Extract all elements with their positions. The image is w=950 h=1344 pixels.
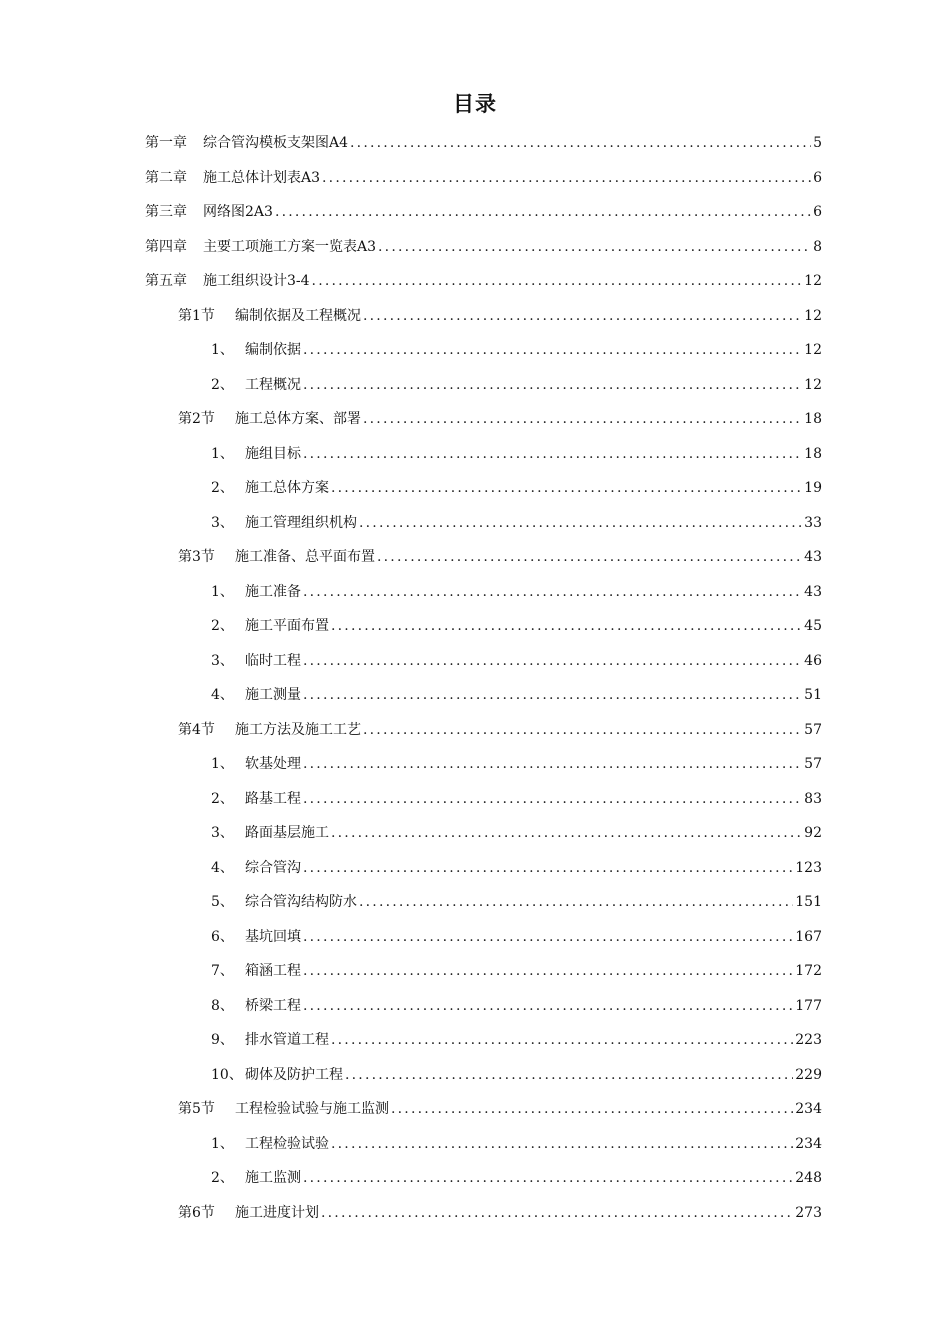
toc-entry-title: 编制依据及工程概况 bbox=[235, 307, 361, 324]
toc-entry-page: 19 bbox=[804, 480, 822, 496]
toc-entry-number: 第五章 bbox=[145, 273, 187, 289]
toc-entry[interactable] bbox=[0, 195, 950, 230]
toc-entry-number: 第2节 bbox=[178, 411, 215, 427]
toc-entry-title: 工程检验试验与施工监测 bbox=[235, 1101, 389, 1117]
toc-entry-page: 8 bbox=[813, 238, 822, 255]
toc-entry-page: 167 bbox=[795, 928, 822, 945]
toc-entry-title: 工程概况 bbox=[245, 376, 301, 393]
toc-entry[interactable] bbox=[0, 333, 950, 368]
toc-entry[interactable] bbox=[0, 575, 950, 610]
toc-entry-title: 基坑回填 bbox=[245, 928, 301, 945]
toc-entry-page: 12 bbox=[804, 376, 822, 393]
toc-entry-number: 1、 bbox=[211, 583, 234, 600]
toc-entry-title: 主要工项施工方案一览表A3 bbox=[203, 238, 377, 255]
toc-entry-number: 第二章 bbox=[145, 169, 187, 186]
toc-entry-page: 6 bbox=[813, 204, 822, 220]
toc-entry-title: 施工管理组织机构 bbox=[245, 514, 357, 531]
toc-entry-page: 51 bbox=[804, 687, 822, 703]
toc-entry-page: 18 bbox=[804, 411, 822, 427]
toc-entry-number: 第4节 bbox=[178, 721, 215, 738]
toc-entry-title: 工程检验试验 bbox=[245, 1135, 329, 1152]
toc-entry-number: 9、 bbox=[211, 1032, 234, 1048]
toc-entry-number: 第1节 bbox=[178, 307, 215, 324]
toc-entry-page: 151 bbox=[795, 894, 822, 910]
toc-dot-leader bbox=[303, 1161, 793, 1196]
table-of-contents bbox=[0, 126, 950, 1230]
toc-entry-number: 1、 bbox=[211, 756, 234, 772]
toc-entry[interactable] bbox=[0, 989, 950, 1024]
toc-dot-leader bbox=[377, 540, 802, 575]
toc-dot-leader bbox=[331, 816, 802, 851]
toc-entry-number: 1、 bbox=[211, 445, 234, 462]
toc-entry-page: 43 bbox=[804, 583, 822, 600]
toc-entry-page: 45 bbox=[804, 618, 822, 634]
toc-entry-page: 123 bbox=[795, 859, 822, 876]
toc-entry-page: 92 bbox=[804, 825, 822, 841]
toc-entry[interactable] bbox=[0, 747, 950, 782]
toc-entry-title: 施工准备 bbox=[245, 583, 301, 600]
toc-entry-title: 桥梁工程 bbox=[245, 997, 301, 1014]
toc-entry[interactable] bbox=[0, 816, 950, 851]
toc-entry-number: 第6节 bbox=[178, 1204, 215, 1221]
toc-entry-title: 网络图2A3 bbox=[203, 204, 273, 220]
toc-entry-title: 编制依据 bbox=[245, 342, 301, 358]
toc-entry-number: 2、 bbox=[211, 376, 234, 393]
toc-entry-number: 第四章 bbox=[145, 238, 187, 255]
toc-entry-title: 施工总体计划表A3 bbox=[203, 169, 321, 186]
toc-title: 目录 bbox=[453, 92, 497, 116]
toc-entry-page: 273 bbox=[795, 1204, 822, 1221]
toc-dot-leader bbox=[363, 402, 802, 437]
toc-entry-number: 1、 bbox=[211, 342, 234, 358]
toc-entry[interactable] bbox=[0, 1092, 950, 1127]
toc-entry[interactable] bbox=[0, 885, 950, 920]
toc-entry-title: 施工组织设计3-4 bbox=[203, 273, 310, 289]
toc-entry[interactable] bbox=[0, 1023, 950, 1058]
toc-entry[interactable] bbox=[0, 1161, 950, 1196]
toc-dot-leader bbox=[359, 506, 802, 541]
toc-entry-title: 综合管沟 bbox=[245, 859, 301, 876]
toc-entry[interactable] bbox=[0, 506, 950, 541]
toc-dot-leader bbox=[303, 644, 802, 679]
toc-entry[interactable] bbox=[0, 678, 950, 713]
toc-dot-leader bbox=[303, 575, 802, 610]
toc-dot-leader bbox=[275, 195, 811, 230]
toc-entry-number: 3、 bbox=[211, 652, 234, 669]
toc-entry[interactable] bbox=[0, 851, 950, 886]
toc-entry[interactable] bbox=[0, 1058, 950, 1093]
toc-dot-leader bbox=[303, 678, 802, 713]
toc-entry-title: 路基工程 bbox=[245, 790, 301, 807]
toc-entry-number: 3、 bbox=[211, 514, 234, 531]
toc-entry-title: 综合管沟模板支架图A4 bbox=[203, 135, 349, 151]
toc-entry-title: 施工准备、总平面布置 bbox=[235, 549, 375, 565]
toc-dot-leader bbox=[303, 437, 802, 472]
toc-entry-number: 8、 bbox=[211, 997, 234, 1014]
toc-dot-leader bbox=[391, 1092, 793, 1127]
toc-dot-leader bbox=[303, 333, 802, 368]
toc-entry-page: 5 bbox=[813, 135, 822, 151]
toc-entry-page: 6 bbox=[813, 169, 822, 186]
toc-entry-number: 10、 bbox=[211, 1066, 243, 1083]
toc-entry-title: 软基处理 bbox=[245, 756, 301, 772]
toc-entry-number: 2、 bbox=[211, 1170, 234, 1186]
toc-entry-page: 248 bbox=[795, 1170, 822, 1186]
toc-entry-title: 综合管沟结构防水 bbox=[245, 894, 357, 910]
toc-entry[interactable] bbox=[0, 402, 950, 437]
toc-entry-title: 砌体及防护工程 bbox=[245, 1066, 343, 1083]
toc-entry[interactable] bbox=[0, 161, 950, 196]
toc-entry[interactable] bbox=[0, 471, 950, 506]
toc-entry-number: 2、 bbox=[211, 480, 234, 496]
toc-entry-page: 12 bbox=[804, 273, 822, 289]
toc-dot-leader bbox=[350, 126, 811, 161]
toc-entry[interactable] bbox=[0, 264, 950, 299]
toc-dot-leader bbox=[322, 161, 811, 196]
toc-entry-number: 第一章 bbox=[145, 135, 187, 151]
toc-dot-leader bbox=[331, 471, 802, 506]
toc-dot-leader bbox=[363, 299, 802, 334]
toc-entry-page: 18 bbox=[804, 445, 822, 462]
toc-entry-page: 234 bbox=[795, 1135, 822, 1152]
toc-entry-title: 施工总体方案、部署 bbox=[235, 411, 361, 427]
toc-entry-title: 施组目标 bbox=[245, 445, 301, 462]
toc-entry-title: 施工监测 bbox=[245, 1170, 301, 1186]
toc-entry[interactable] bbox=[0, 230, 950, 265]
toc-entry[interactable] bbox=[0, 713, 950, 748]
toc-entry-number: 第三章 bbox=[145, 204, 187, 220]
toc-entry-page: 57 bbox=[804, 721, 822, 738]
toc-entry-number: 第3节 bbox=[178, 549, 215, 565]
toc-entry-page: 223 bbox=[795, 1032, 822, 1048]
toc-dot-leader bbox=[331, 1023, 793, 1058]
toc-dot-leader bbox=[345, 1058, 793, 1093]
toc-entry[interactable] bbox=[0, 1127, 950, 1162]
toc-entry[interactable] bbox=[0, 1196, 950, 1231]
toc-dot-leader bbox=[303, 747, 802, 782]
toc-entry-title: 施工平面布置 bbox=[245, 618, 329, 634]
toc-entry-number: 4、 bbox=[211, 859, 234, 876]
toc-entry-number: 7、 bbox=[211, 963, 234, 979]
toc-entry-page: 12 bbox=[804, 342, 822, 358]
toc-entry-number: 2、 bbox=[211, 790, 234, 807]
toc-entry[interactable] bbox=[0, 954, 950, 989]
toc-entry-number: 5、 bbox=[211, 894, 234, 910]
toc-entry-title: 施工总体方案 bbox=[245, 480, 329, 496]
toc-entry-number: 6、 bbox=[211, 928, 234, 945]
toc-entry-page: 12 bbox=[804, 307, 822, 324]
toc-dot-leader bbox=[312, 264, 803, 299]
toc-entry[interactable] bbox=[0, 368, 950, 403]
toc-entry-number: 2、 bbox=[211, 618, 234, 634]
toc-dot-leader bbox=[321, 1196, 793, 1231]
toc-dot-leader bbox=[378, 230, 811, 265]
toc-entry-title: 临时工程 bbox=[245, 652, 301, 669]
toc-entry[interactable] bbox=[0, 920, 950, 955]
toc-entry-page: 46 bbox=[804, 652, 822, 669]
toc-entry[interactable] bbox=[0, 782, 950, 817]
toc-entry-title: 施工方法及施工工艺 bbox=[235, 721, 361, 738]
toc-entry-page: 43 bbox=[804, 549, 822, 565]
toc-entry-number: 3、 bbox=[211, 825, 234, 841]
toc-dot-leader bbox=[331, 1127, 793, 1162]
toc-dot-leader bbox=[303, 851, 793, 886]
toc-entry-title: 箱涵工程 bbox=[245, 963, 301, 979]
toc-entry[interactable] bbox=[0, 540, 950, 575]
toc-dot-leader bbox=[303, 782, 802, 817]
toc-entry-title: 排水管道工程 bbox=[245, 1032, 329, 1048]
toc-entry[interactable] bbox=[0, 126, 950, 161]
toc-dot-leader bbox=[303, 989, 793, 1024]
toc-entry-page: 172 bbox=[795, 963, 822, 979]
toc-entry[interactable] bbox=[0, 299, 950, 334]
toc-dot-leader bbox=[303, 954, 793, 989]
toc-entry[interactable] bbox=[0, 644, 950, 679]
toc-dot-leader bbox=[331, 609, 802, 644]
toc-entry-title: 路面基层施工 bbox=[245, 825, 329, 841]
toc-entry-page: 83 bbox=[804, 790, 822, 807]
toc-dot-leader bbox=[359, 885, 793, 920]
toc-dot-leader bbox=[303, 368, 802, 403]
toc-entry[interactable] bbox=[0, 437, 950, 472]
toc-entry-number: 4、 bbox=[211, 687, 234, 703]
toc-entry-number: 第5节 bbox=[178, 1101, 215, 1117]
toc-entry-title: 施工测量 bbox=[245, 687, 301, 703]
toc-dot-leader bbox=[303, 920, 793, 955]
toc-entry-page: 177 bbox=[795, 997, 822, 1014]
toc-entry-title: 施工进度计划 bbox=[235, 1204, 319, 1221]
toc-entry-page: 229 bbox=[795, 1066, 822, 1083]
toc-entry[interactable] bbox=[0, 609, 950, 644]
toc-dot-leader bbox=[363, 713, 802, 748]
toc-entry-number: 1、 bbox=[211, 1135, 234, 1152]
toc-entry-page: 57 bbox=[804, 756, 822, 772]
toc-entry-page: 234 bbox=[795, 1101, 822, 1117]
toc-entry-page: 33 bbox=[804, 514, 822, 531]
